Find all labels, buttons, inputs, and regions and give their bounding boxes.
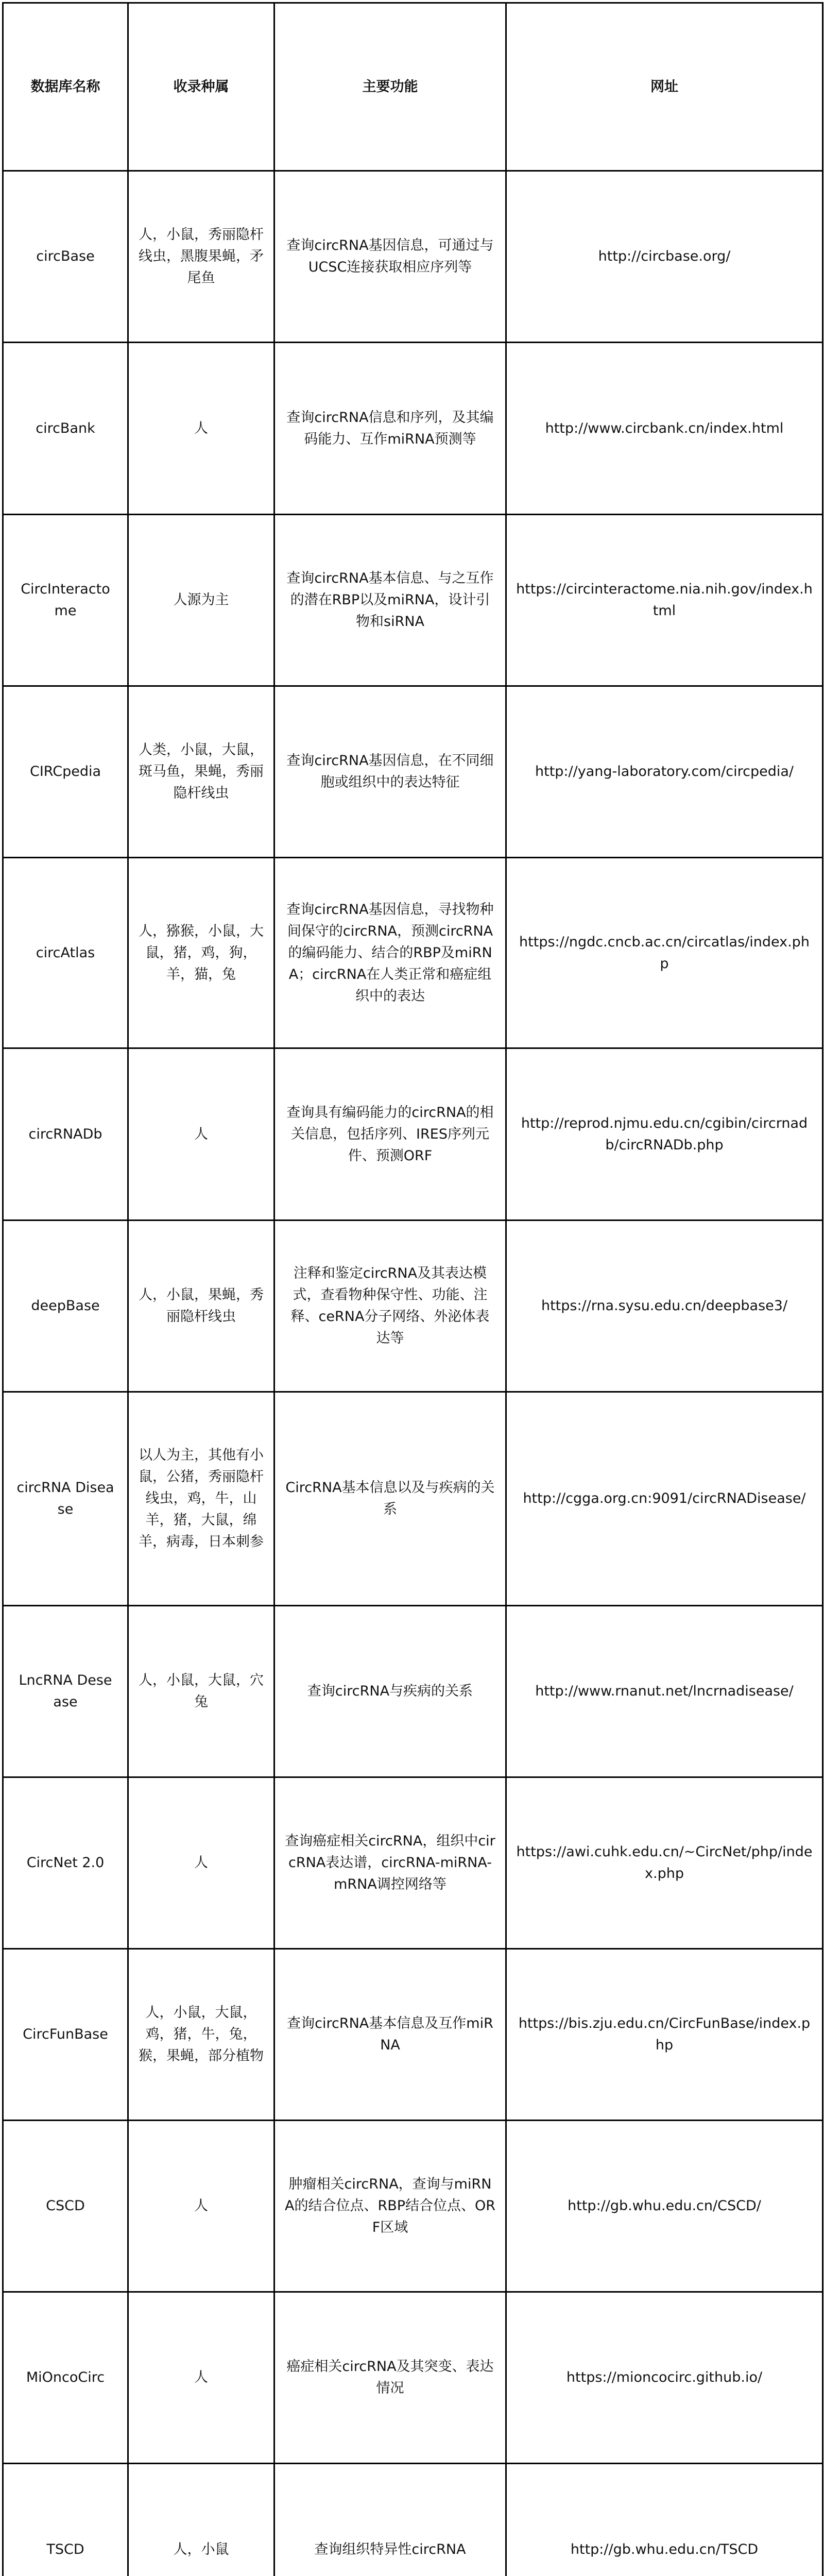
db-function: 查询circRNA信息和序列，及其编码能力、互作miRNA预测等	[274, 343, 506, 515]
db-function: 肿瘤相关circRNA，查询与miRNA的结合位点、RBP结合位点、ORF区域	[274, 2121, 506, 2292]
table-row	[3, 686, 823, 858]
db-function: 查询circRNA基因信息，可通过与UCSC连接获取相应序列等	[274, 171, 506, 343]
table-row	[3, 2464, 823, 2576]
db-url[interactable]: http://yang-laboratory.com/circpedia/	[506, 686, 823, 858]
db-url[interactable]: http://reprod.njmu.edu.cn/cgibin/circrnadb/circRNADb.php	[506, 1048, 823, 1221]
db-function: 查询癌症相关circRNA，组织中circRNA表达谱，circRNA-miRNA-mRNA调控网络等	[274, 1777, 506, 1949]
db-url[interactable]: https://rna.sysu.edu.cn/deepbase3/	[506, 1221, 823, 1392]
table-row	[3, 1949, 823, 2121]
db-name: circBank	[3, 343, 128, 515]
db-function: 癌症相关circRNA及其突变、表达情况	[274, 2292, 506, 2464]
db-function: 查询circRNA基因信息，寻找物种间保守的circRNA，预测circRNA的编码能力、结合的RBP及miRNA；circRNA在人类正常和癌症组织中的表达	[274, 858, 506, 1048]
db-url[interactable]: http://gb.whu.edu.cn/TSCD	[506, 2464, 823, 2576]
db-species: 人	[128, 2121, 274, 2292]
db-species: 人源为主	[128, 515, 274, 686]
db-url[interactable]: http://gb.whu.edu.cn/CSCD/	[506, 2121, 823, 2292]
table-row	[3, 1606, 823, 1777]
header-url: 网址	[506, 3, 823, 171]
db-name: TSCD	[3, 2464, 128, 2576]
db-url[interactable]: https://ngdc.cncb.ac.cn/circatlas/index.php	[506, 858, 823, 1048]
db-function: CircRNA基本信息以及与疾病的关系	[274, 1392, 506, 1606]
db-url[interactable]: https://mioncocirc.github.io/	[506, 2292, 823, 2464]
db-url[interactable]: http://cgga.org.cn:9091/circRNADisease/	[506, 1392, 823, 1606]
db-name: MiOncoCirc	[3, 2292, 128, 2464]
db-name: deepBase	[3, 1221, 128, 1392]
table-row	[3, 2292, 823, 2464]
db-url[interactable]: http://www.circbank.cn/index.html	[506, 343, 823, 515]
table-row	[3, 2121, 823, 2292]
db-url[interactable]: https://bis.zju.edu.cn/CircFunBase/index.php	[506, 1949, 823, 2121]
db-name: CSCD	[3, 2121, 128, 2292]
db-function: 查询circRNA与疾病的关系	[274, 1606, 506, 1777]
db-name: circRNADb	[3, 1048, 128, 1221]
db-function: 查询具有编码能力的circRNA的相关信息，包括序列、IRES序列元件、预测ORF	[274, 1048, 506, 1221]
table-row	[3, 1777, 823, 1949]
header-function: 主要功能	[274, 3, 506, 171]
db-species: 人，猕猴，小鼠，大鼠，猪，鸡，狗，羊，猫，兔	[128, 858, 274, 1048]
db-name: circRNA Disease	[3, 1392, 128, 1606]
db-function: 查询组织特异性circRNA	[274, 2464, 506, 2576]
table-row	[3, 1221, 823, 1392]
header-name: 数据库名称	[3, 3, 128, 171]
db-species: 人	[128, 343, 274, 515]
db-name: circAtlas	[3, 858, 128, 1048]
db-url[interactable]: http://www.rnanut.net/lncrnadisease/	[506, 1606, 823, 1777]
db-species: 人	[128, 2292, 274, 2464]
db-function: 查询circRNA基本信息及互作miRNA	[274, 1949, 506, 2121]
db-name: CircInteractome	[3, 515, 128, 686]
db-species: 人，小鼠，秀丽隐杆线虫，黑腹果蝇，矛尾鱼	[128, 171, 274, 343]
db-species: 人，小鼠，果蝇，秀丽隐杆线虫	[128, 1221, 274, 1392]
table-row	[3, 1048, 823, 1221]
db-name: CircFunBase	[3, 1949, 128, 2121]
db-species: 人，小鼠	[128, 2464, 274, 2576]
db-url[interactable]: https://circinteractome.nia.nih.gov/index.html	[506, 515, 823, 686]
db-species: 人，小鼠，大鼠，鸡，猪，牛，兔，猴，果蝇，部分植物	[128, 1949, 274, 2121]
db-name: CircNet 2.0	[3, 1777, 128, 1949]
header-row	[3, 3, 823, 171]
db-species: 人	[128, 1777, 274, 1949]
database-table	[2, 2, 823, 2576]
header-species: 收录种属	[128, 3, 274, 171]
db-function: 查询circRNA基因信息，在不同细胞或组织中的表达特征	[274, 686, 506, 858]
db-function: 查询circRNA基本信息、与之互作的潜在RBP以及miRNA，设计引物和siRNA	[274, 515, 506, 686]
db-species: 人，小鼠，大鼠，穴兔	[128, 1606, 274, 1777]
table-row	[3, 858, 823, 1048]
db-species: 以人为主，其他有小鼠，公猪，秀丽隐杆线虫，鸡，牛，山羊，猪，大鼠，绵羊，病毒，日本刺参	[128, 1392, 274, 1606]
db-name: CIRCpedia	[3, 686, 128, 858]
db-function: 注释和鉴定circRNA及其表达模式，查看物种保守性、功能、注释、ceRNA分子网络、外泌体表达等	[274, 1221, 506, 1392]
db-species: 人	[128, 1048, 274, 1221]
db-url[interactable]: http://circbase.org/	[506, 171, 823, 343]
table-row	[3, 343, 823, 515]
table-row	[3, 515, 823, 686]
table-row	[3, 1392, 823, 1606]
db-name: LncRNA Desease	[3, 1606, 128, 1777]
db-species: 人类，小鼠，大鼠，斑马鱼，果蝇，秀丽隐杆线虫	[128, 686, 274, 858]
db-url[interactable]: https://awi.cuhk.edu.cn/~CircNet/php/index.php	[506, 1777, 823, 1949]
table-row	[3, 171, 823, 343]
db-name: circBase	[3, 171, 128, 343]
